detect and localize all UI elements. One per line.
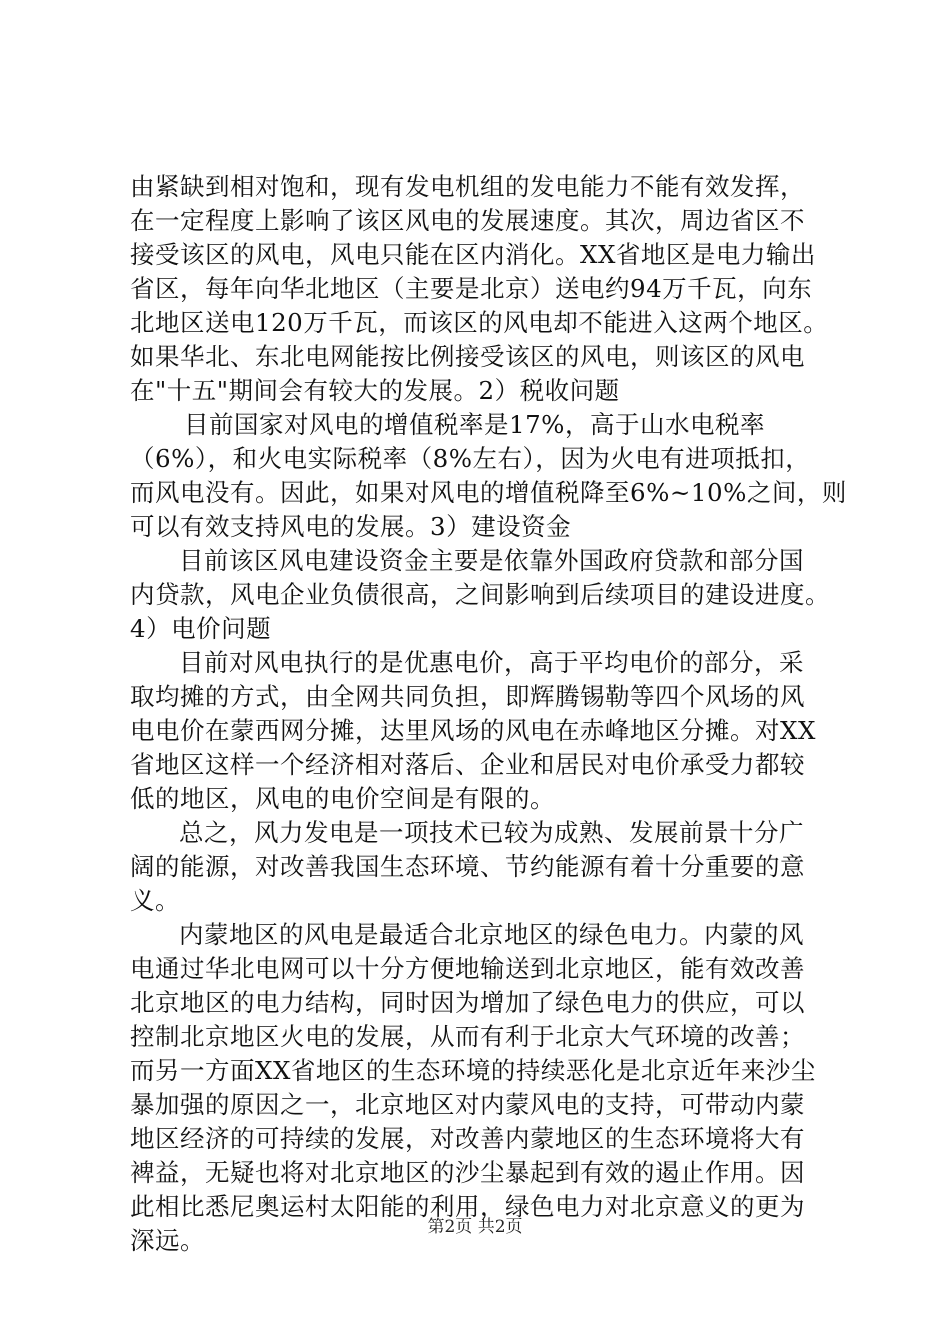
text-line: 控制北京地区火电的发展，从而有利于北京大气环境的改善； bbox=[130, 1022, 805, 1051]
text-line: 低的地区，风电的电价空间是有限的。 bbox=[130, 784, 555, 813]
text-line: 省区，每年向华北地区（主要是北京）送电约94万千瓦，向东 bbox=[130, 274, 813, 303]
text-line: 可以有效支持风电的发展。3）建设资金 bbox=[130, 512, 572, 541]
text-line: 而另一方面XX省地区的生态环境的持续恶化是北京近年来沙尘 bbox=[130, 1056, 816, 1085]
paragraph bbox=[130, 918, 830, 1258]
text-line: 而风电没有。因此，如果对风电的增值税降至6%~10%之间，则 bbox=[130, 478, 847, 507]
text-line: 取均摊的方式，由全网共同负担，即辉腾锡勒等四个风场的风 bbox=[130, 682, 805, 711]
text-line: 内贷款，风电企业负债很高，之间影响到后续项目的建设进度。 bbox=[130, 580, 830, 609]
text-line: 省地区这样一个经济相对落后、企业和居民对电价承受力都较 bbox=[130, 750, 805, 779]
text-line: 北地区送电120万千瓦，而该区的风电却不能进入这两个地区。 bbox=[130, 308, 829, 337]
text-line: （6%），和火电实际税率（8%左右），因为火电有进项抵扣， bbox=[130, 444, 811, 473]
text-line: 北京地区的电力结构，同时因为增加了绿色电力的供应，可以 bbox=[130, 988, 805, 1017]
text-line: 义。 bbox=[130, 886, 180, 915]
text-line: 裨益，无疑也将对北京地区的沙尘暴起到有效的遏止作用。因 bbox=[130, 1158, 805, 1187]
paragraph bbox=[130, 170, 830, 408]
paragraph bbox=[130, 408, 847, 544]
paragraph bbox=[130, 816, 830, 918]
text-line: 总之，风力发电是一项技术已较为成熟、发展前景十分广 bbox=[179, 818, 804, 847]
text-line: 接受该区的风电，风电只能在区内消化。XX省地区是电力输出 bbox=[130, 240, 816, 269]
text-line: 阔的能源，对改善我国生态环境、节约能源有着十分重要的意 bbox=[130, 852, 805, 881]
text-line: 目前国家对风电的增值税率是17%，高于山水电税率 bbox=[184, 410, 765, 439]
document-body bbox=[130, 170, 847, 1258]
text-line: 由紧缺到相对饱和，现有发电机组的发电能力不能有效发挥， bbox=[130, 172, 805, 201]
text-line: 暴加强的原因之一，北京地区对内蒙风电的支持，可带动内蒙 bbox=[130, 1090, 805, 1119]
text-line: 在"十五"期间会有较大的发展。2）税收问题 bbox=[130, 376, 620, 405]
text-line: 深远。 bbox=[130, 1226, 205, 1255]
text-line: 在一定程度上影响了该区风电的发展速度。其次，周边省区不 bbox=[130, 206, 805, 235]
text-line: 内蒙地区的风电是最适合北京地区的绿色电力。内蒙的风 bbox=[179, 920, 804, 949]
text-line: 电电价在蒙西网分摊，达里风场的风电在赤峰地区分摊。对XX bbox=[130, 716, 816, 745]
text-line: 此相比悉尼奥运村太阳能的利用，绿色电力对北京意义的更为 bbox=[130, 1192, 805, 1221]
paragraph bbox=[130, 646, 830, 816]
paragraph bbox=[130, 544, 830, 646]
page-footer bbox=[0, 1212, 950, 1237]
text-line: 目前对风电执行的是优惠电价，高于平均电价的部分，采 bbox=[179, 648, 804, 677]
text-line: 电通过华北电网可以十分方便地输送到北京地区，能有效改善 bbox=[130, 954, 805, 983]
text-line: 地区经济的可持续的发展，对改善内蒙地区的生态环境将大有 bbox=[130, 1124, 805, 1153]
text-line: 如果华北、东北电网能按比例接受该区的风电，则该区的风电 bbox=[130, 342, 805, 371]
text-line: 4）电价问题 bbox=[130, 614, 272, 643]
text-line: 目前该区风电建设资金主要是依靠外国政府贷款和部分国 bbox=[179, 546, 804, 575]
page-number-label: 第2页 共2页 bbox=[427, 1217, 523, 1237]
